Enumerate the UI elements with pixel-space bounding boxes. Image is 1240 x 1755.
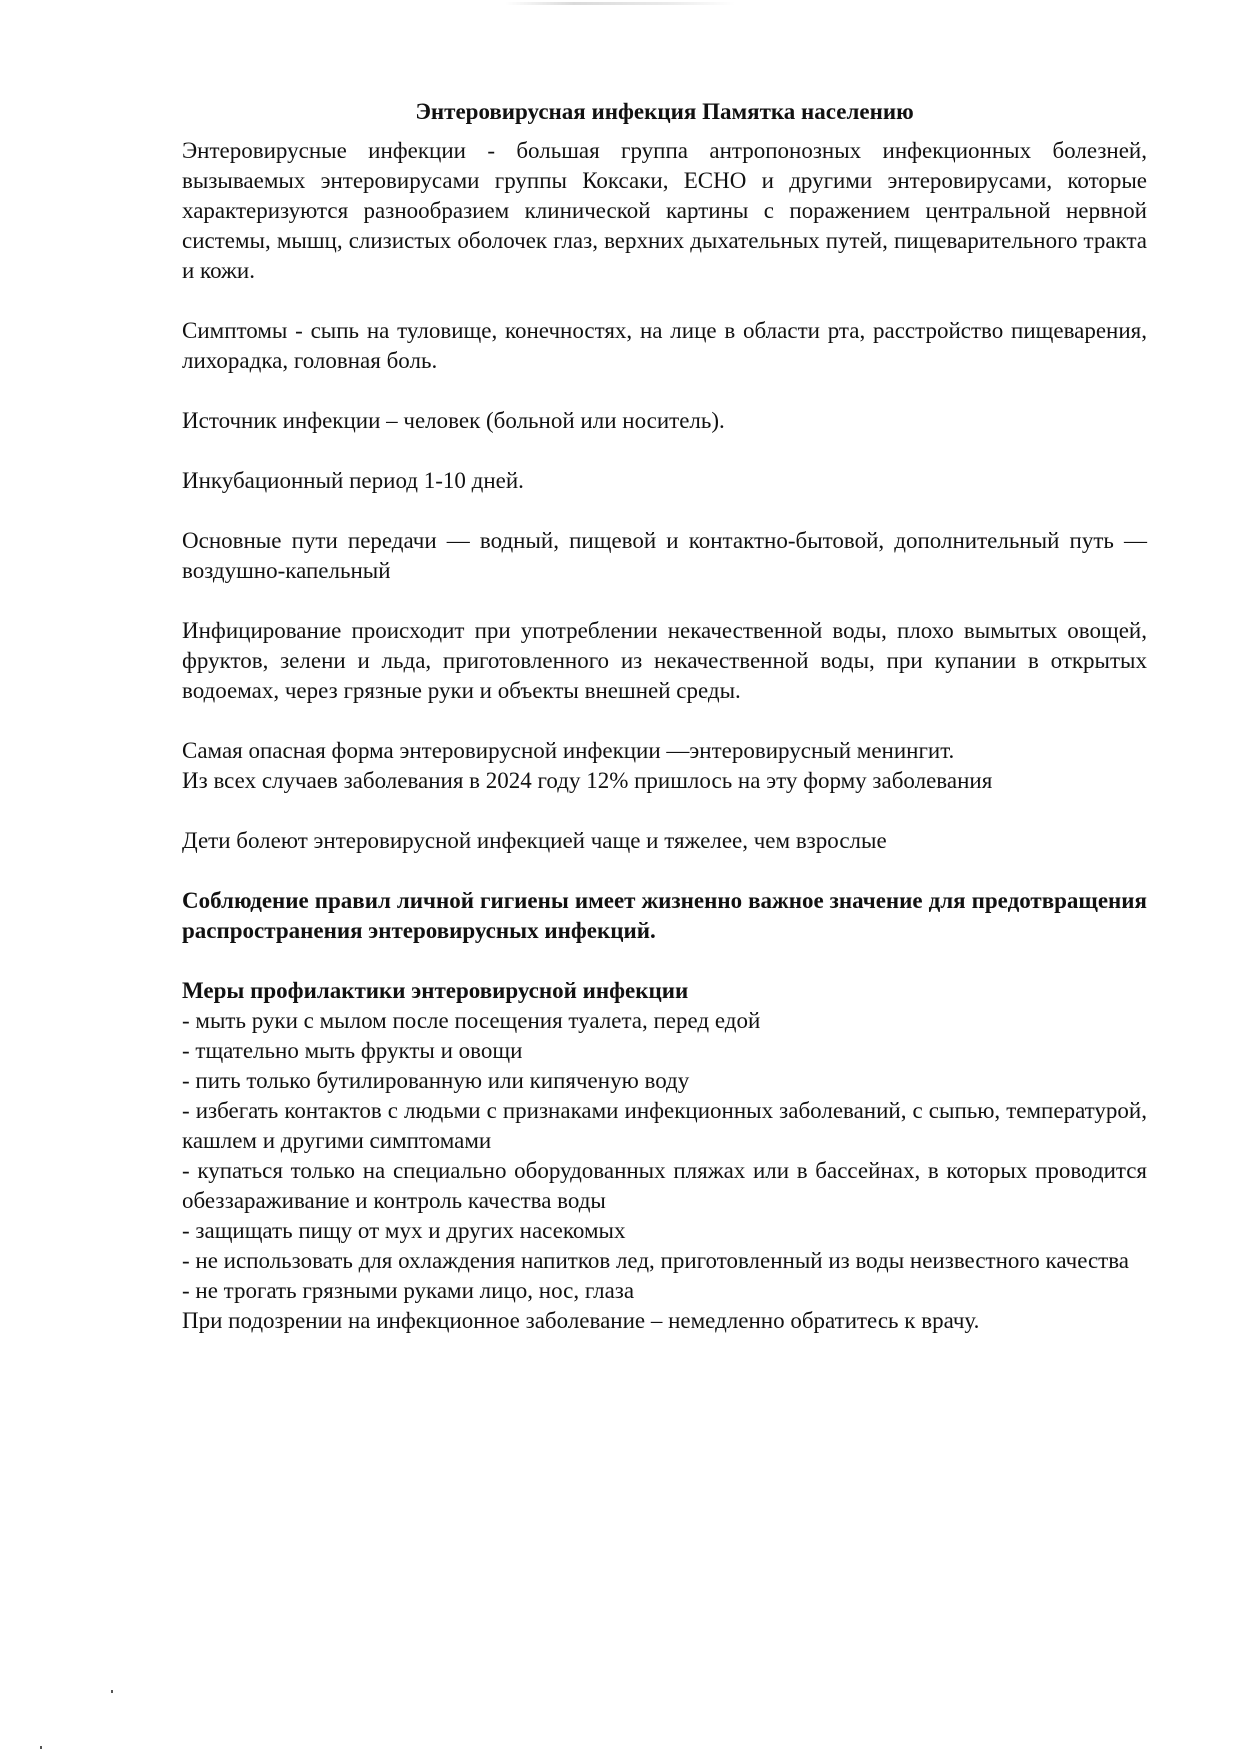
scan-artifact (505, 2, 735, 5)
meningitis-line-1: Самая опасная форма энтеровирусной инфекции —энтеровирусный менингит. (182, 738, 955, 763)
paragraph-meningitis (182, 736, 1147, 796)
scan-speck (111, 1690, 113, 1693)
prevention-item: - тщательно мыть фрукты и овощи (182, 1038, 523, 1063)
paragraph-hygiene: Соблюдение правил личной гигиены имеет жизненно важное значение для предотвращения распространения энтеровирусных инфекций. (182, 888, 1147, 943)
prevention-list (182, 1006, 1147, 1306)
prevention-item: - купаться только на специально оборудованных пляжах или в бассейнах, в которых проводится обеззараживание и контроль качества воды (182, 1158, 1147, 1213)
paragraph-symptoms: Симптомы - сыпь на туловище, конечностях, на лице в области рта, расстройство пищеварения, лихорадка, головная боль. (182, 318, 1147, 373)
prevention-item: - не трогать грязными руками лицо, нос, глаза (182, 1278, 635, 1303)
prevention-item: - пить только бутилированную или кипяченую воду (182, 1068, 690, 1093)
paragraph-definition: Энтеровирусные инфекции - большая группа антропонозных инфекционных болезней, вызываемых энтеровирусами группы Коксаки, ЕСНО и другими энтеровирусами, которые характеризуются разнообразием клинической картины с поражением центральной нервной системы, мышц, слизистых оболочек глаз, верхних дыхательных путей, пищеварительного тракта и кожи. (182, 138, 1147, 283)
closing-advice: При подозрении на инфекционное заболевание – немедленно обратитесь к врачу. (182, 1308, 980, 1333)
prevention-item: - избегать контактов с людьми с признаками инфекционных заболеваний, с сыпью, температурой, кашлем и другими симптомами (182, 1098, 1147, 1153)
prevention-title: Меры профилактики энтеровирусной инфекции (182, 978, 689, 1003)
paragraph-incubation: Инкубационный период 1-10 дней. (182, 468, 524, 493)
scan-speck (40, 1746, 42, 1749)
prevention-item: - не использовать для охлаждения напитков лед, приготовленный из воды неизвестного качества (182, 1248, 1129, 1273)
prevention-item: - мыть руки с мылом после посещения туалета, перед едой (182, 1008, 761, 1033)
document-title: Энтеровирусная инфекция Памятка населению (415, 99, 914, 124)
paragraph-children: Дети болеют энтеровирусной инфекцией чаще и тяжелее, чем взрослые (182, 828, 887, 853)
document-body (182, 96, 1147, 1336)
meningitis-line-2: Из всех случаев заболевания в 2024 году 12% пришлось на эту форму заболевания (182, 768, 993, 793)
prevention-item: - защищать пищу от мух и других насекомых (182, 1218, 626, 1243)
paragraph-transmission: Основные пути передачи — водный, пищевой и контактно-бытовой, дополнительный путь — воздушно-капельный (182, 528, 1147, 583)
paragraph-infection: Инфицирование происходит при употреблении некачественной воды, плохо вымытых овощей, фруктов, зелени и льда, приготовленного из некачественной воды, при купании в открытых водоемах, через грязные руки и объекты внешней среды. (182, 618, 1147, 703)
paragraph-source: Источник инфекции – человек (больной или носитель). (182, 408, 725, 433)
